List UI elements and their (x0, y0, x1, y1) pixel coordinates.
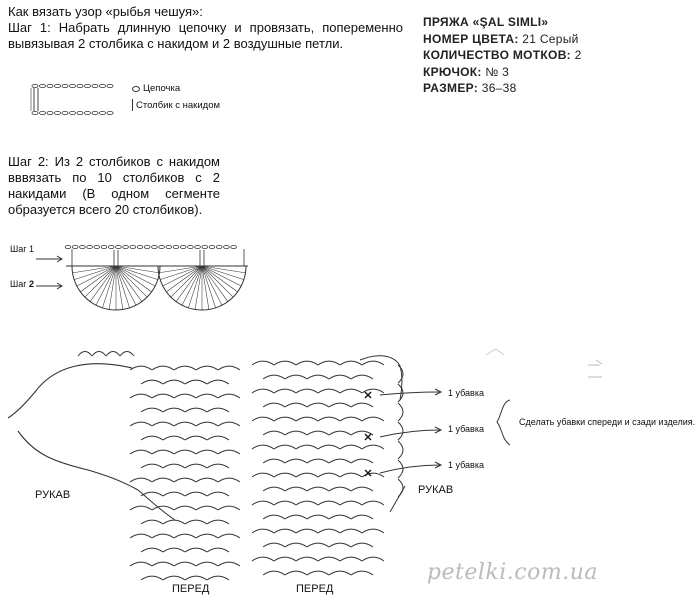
scale-arc (252, 389, 274, 393)
scale-arc (362, 557, 384, 561)
scale-edge (92, 352, 106, 357)
fan-stitch (85, 266, 116, 297)
sleeve-right-label: РУКАВ (418, 484, 454, 496)
scale-arc (152, 422, 174, 426)
scale-arc (351, 543, 373, 547)
scale-arc (174, 366, 196, 370)
scale-arc (207, 380, 229, 384)
scale-arc (329, 375, 351, 379)
scale-arc (130, 562, 152, 566)
scale-arc (196, 394, 218, 398)
scale-arc (274, 529, 296, 533)
scale-arc (196, 506, 218, 510)
yarn-hook: КРЮЧОК: № 3 (423, 64, 510, 79)
scale-arc (141, 436, 163, 440)
page-edge-fragment (486, 349, 504, 355)
chain-stitch (231, 245, 237, 248)
chain-stitch (137, 245, 143, 248)
scale-arc (274, 557, 296, 561)
scale-arc (252, 501, 274, 505)
step1-text: Шаг 1: Набрать длинную цепочку и провязать, попеременно вывязывая 2 столбика с накидом и 2 воздушные петли. (8, 20, 403, 51)
fan-stitch (202, 266, 216, 308)
scale-arc (163, 464, 185, 468)
chain-stitch (47, 111, 53, 114)
scale-arc (185, 492, 207, 496)
scale-arc (318, 501, 340, 505)
chain-stitch (72, 245, 78, 248)
chain-stitch (101, 245, 107, 248)
scale-arc (351, 487, 373, 491)
scale-arc (185, 520, 207, 524)
chain-stitch (173, 245, 179, 248)
chain-stitch (55, 84, 61, 87)
scale-arc (185, 464, 207, 468)
scale-arc (329, 459, 351, 463)
scale-arc (263, 515, 285, 519)
scale-arc (218, 534, 240, 538)
watermark: petelki.com.ua (426, 560, 598, 585)
scale-arc (174, 422, 196, 426)
chain-stitch (77, 84, 83, 87)
chain-stitch (47, 84, 53, 87)
scale-arc (285, 459, 307, 463)
scale-arc (318, 529, 340, 533)
scale-arc (163, 576, 185, 580)
chain-stitch (92, 111, 98, 114)
chain-stitch (116, 245, 122, 248)
decrease-label-2: 1 убавка (448, 424, 484, 434)
chain-stitch (40, 84, 46, 87)
page-edge-fragment (588, 360, 602, 377)
scale-arc (362, 417, 384, 421)
scale-arc (351, 459, 373, 463)
scale-arc (163, 492, 185, 496)
scale-arc (141, 464, 163, 468)
front-left-label: ПЕРЕД (172, 583, 210, 595)
fan-stitch (202, 266, 238, 292)
scale-arc (196, 450, 218, 454)
scale-arc (185, 436, 207, 440)
scale-arc (296, 445, 318, 449)
scale-arc (318, 557, 340, 561)
scale-arc (318, 445, 340, 449)
scale-arc (329, 515, 351, 519)
scale-arc (163, 380, 185, 384)
scale-arc (130, 506, 152, 510)
fan-stitch (116, 266, 142, 302)
scale-arc (218, 394, 240, 398)
scale-arc (141, 548, 163, 552)
scale-arc (185, 576, 207, 580)
scale-arc (218, 506, 240, 510)
chain-stitch (107, 111, 113, 114)
chain-stitch (85, 111, 91, 114)
garment-outline-left (18, 431, 138, 490)
chain-stitch (166, 245, 172, 248)
scale-arc (307, 431, 329, 435)
chain-stitch (224, 245, 230, 248)
scale-arc (163, 408, 185, 412)
chain-stitch (216, 245, 222, 248)
scale-arc (296, 473, 318, 477)
scale-arc (340, 361, 362, 365)
row2-arrow (36, 283, 62, 289)
scale-arc (307, 571, 329, 575)
chain-stitch (92, 84, 98, 87)
scale-arc (307, 375, 329, 379)
scale-arc (263, 375, 285, 379)
sleeve-left-label: РУКАВ (35, 489, 71, 501)
scale-arc (152, 366, 174, 370)
fan-stitch (80, 266, 116, 292)
scale-arc (252, 361, 274, 365)
scale-arc (329, 543, 351, 547)
scale-arc (340, 501, 362, 505)
fan-stitch (176, 266, 202, 302)
scale-arc (196, 562, 218, 566)
scale-arc (174, 478, 196, 482)
yarn-skeins: КОЛИЧЕСТВО МОТКОВ: 2 (423, 48, 582, 62)
scale-arc (152, 506, 174, 510)
scale-arc (218, 562, 240, 566)
scale-arc (152, 450, 174, 454)
scale-arc (174, 394, 196, 398)
scale-arc (152, 478, 174, 482)
scale-arc (207, 548, 229, 552)
garment-outline-right (390, 486, 405, 512)
scale-arc (351, 403, 373, 407)
chain-stitch (180, 245, 186, 248)
scale-arc (329, 431, 351, 435)
scale-arc (285, 403, 307, 407)
scale-arc (351, 375, 373, 379)
scale-arc (318, 473, 340, 477)
scale-arc (218, 366, 240, 370)
chain-stitch (107, 84, 113, 87)
scale-arc (274, 501, 296, 505)
scale-arc (130, 366, 152, 370)
scale-arc (340, 473, 362, 477)
scale-arc (296, 501, 318, 505)
chain-stitch (195, 245, 201, 248)
scale-arc (362, 529, 384, 533)
scale-arc (362, 501, 384, 505)
scale-arc (252, 473, 274, 477)
scale-arc (362, 361, 384, 365)
scale-arc (307, 487, 329, 491)
scale-arc (340, 417, 362, 421)
fan-stitch (160, 266, 202, 280)
chain-stitch (100, 84, 106, 87)
fan-stitch (74, 266, 116, 280)
scale-arc (274, 417, 296, 421)
scale-arc (141, 576, 163, 580)
row1-label: Шаг 1 (10, 244, 35, 254)
scale-arc (252, 417, 274, 421)
yarn-name: ПРЯЖА «ŞAL SIMLI» (423, 15, 549, 29)
chain-stitch (62, 111, 68, 114)
yarn-color: НОМЕР ЦВЕТА: 21 Серый (423, 31, 579, 46)
front-right-label: ПЕРЕД (296, 583, 334, 595)
chain-stitch (152, 245, 158, 248)
scale-edge (106, 352, 120, 357)
chain-stitch (159, 245, 165, 248)
scale-arc (252, 445, 274, 449)
scale-edge (398, 403, 403, 421)
scale-arc (218, 478, 240, 482)
fan-stitch (202, 266, 228, 302)
scale-arc (263, 431, 285, 435)
scale-arc (218, 450, 240, 454)
scale-arc (152, 562, 174, 566)
chain-stitch (144, 245, 150, 248)
decrease-marker-icon (365, 392, 371, 398)
fan-stitch (171, 266, 202, 297)
chain-stitch (85, 84, 91, 87)
scale-arc (130, 534, 152, 538)
scale-arc (174, 506, 196, 510)
legend-dc: Столбик с накидом (132, 99, 220, 111)
scale-arc (285, 375, 307, 379)
chain-stitch (65, 245, 71, 248)
garment-outline-left (8, 364, 132, 418)
scale-arc (252, 529, 274, 533)
row1-arrow (36, 256, 62, 262)
chain-stitch (80, 245, 86, 248)
scale-arc (185, 408, 207, 412)
fan-stitch (90, 266, 116, 302)
scale-arc (307, 459, 329, 463)
chain-stitch (87, 245, 93, 248)
scale-arc (174, 562, 196, 566)
scale-edge (78, 352, 92, 357)
chain-stitch (94, 245, 100, 248)
scale-arc (274, 445, 296, 449)
fan-stitch (188, 266, 202, 308)
legend-chain: Цепочка (132, 83, 180, 94)
fan-stitch (202, 266, 244, 280)
chain-stitch (77, 111, 83, 114)
fan-stitch (116, 266, 158, 280)
scale-arc (285, 543, 307, 547)
scale-arc (263, 403, 285, 407)
scale-edge (120, 352, 134, 357)
decrease-label-3: 1 убавка (448, 460, 484, 470)
chain-stitch (70, 84, 76, 87)
chain-stitch (70, 111, 76, 114)
scale-arc (252, 557, 274, 561)
scale-arc (141, 380, 163, 384)
scale-arc (207, 520, 229, 524)
pattern-title: Как вязать узор «рыбья чешуя»: (8, 4, 203, 19)
chain-stitch (123, 245, 129, 248)
scale-arc (285, 431, 307, 435)
fan-stitch (102, 266, 116, 308)
scale-arc (296, 361, 318, 365)
scale-arc (141, 520, 163, 524)
scale-edge (398, 422, 403, 440)
fan-stitch (116, 266, 147, 297)
scale-arc (130, 422, 152, 426)
decrease-marker-icon (365, 434, 371, 440)
scale-arc (163, 436, 185, 440)
decrease-arrow (380, 392, 440, 395)
scale-arc (196, 478, 218, 482)
chain-stitch (32, 84, 38, 87)
chain-stitch (188, 245, 194, 248)
scale-arc (263, 543, 285, 547)
step2-text: Шаг 2: Из 2 столбиков с накидом вввязать по 10 столбиков с 2 накидами (В одном сегменте образуется всего 20 столбиков). (8, 154, 220, 217)
scale-arc (163, 520, 185, 524)
decrease-arrow (380, 465, 440, 473)
scale-arc (130, 450, 152, 454)
scale-arc (207, 408, 229, 412)
scale-arc (207, 436, 229, 440)
scale-arc (307, 515, 329, 519)
scale-arc (318, 361, 340, 365)
scale-arc (130, 478, 152, 482)
scale-arc (340, 445, 362, 449)
scale-arc (329, 403, 351, 407)
scale-arc (185, 380, 207, 384)
scale-arc (340, 389, 362, 393)
decrease-arrow (380, 430, 440, 437)
scale-arc (185, 548, 207, 552)
chain-stitch (130, 245, 136, 248)
scale-arc (174, 450, 196, 454)
scale-arc (340, 557, 362, 561)
scale-arc (285, 515, 307, 519)
scale-arc (296, 557, 318, 561)
scale-arc (307, 403, 329, 407)
chain-stitch (32, 111, 38, 114)
scale-arc (318, 389, 340, 393)
scale-arc (351, 571, 373, 575)
row2-label: Шаг 2 (10, 279, 35, 289)
scale-arc (163, 548, 185, 552)
scale-arc (362, 445, 384, 449)
scale-arc (196, 534, 218, 538)
scale-arc (207, 576, 229, 580)
fan-stitch (202, 266, 233, 297)
chain-stitch (209, 245, 215, 248)
scale-arc (296, 417, 318, 421)
scale-edge (398, 441, 403, 459)
scale-arc (285, 571, 307, 575)
decrease-label-1: 1 убавка (448, 388, 484, 398)
fan-stitch (116, 266, 152, 292)
yarn-size: РАЗМЕР: 36–38 (423, 81, 517, 95)
scale-arc (351, 515, 373, 519)
chain-stitch (100, 111, 106, 114)
scale-arc (196, 422, 218, 426)
scale-arc (329, 487, 351, 491)
scale-arc (274, 361, 296, 365)
scale-arc (263, 571, 285, 575)
scale-arc (274, 473, 296, 477)
scale-arc (296, 389, 318, 393)
scale-arc (130, 394, 152, 398)
scale-arc (274, 389, 296, 393)
chain-stitch (108, 245, 114, 248)
scale-arc (196, 366, 218, 370)
chain-stitch (62, 84, 68, 87)
scale-arc (207, 492, 229, 496)
scale-arc (207, 464, 229, 468)
scale-arc (263, 487, 285, 491)
fan-stitch (166, 266, 202, 292)
chain-stitch (40, 111, 46, 114)
scale-arc (152, 534, 174, 538)
scale-arc (263, 459, 285, 463)
scale-arc (340, 529, 362, 533)
chain-stitch (202, 245, 208, 248)
scale-arc (285, 487, 307, 491)
scale-arc (218, 422, 240, 426)
scale-arc (174, 534, 196, 538)
scale-arc (141, 408, 163, 412)
scale-arc (307, 543, 329, 547)
brace-icon (497, 400, 510, 445)
decrease-note: Сделать убавки спереди и сзади изделия. (519, 417, 695, 427)
chain-stitch (55, 111, 61, 114)
scale-arc (296, 529, 318, 533)
scale-arc (318, 417, 340, 421)
scale-arc (329, 571, 351, 575)
scale-arc (152, 394, 174, 398)
fan-stitch (116, 266, 130, 308)
